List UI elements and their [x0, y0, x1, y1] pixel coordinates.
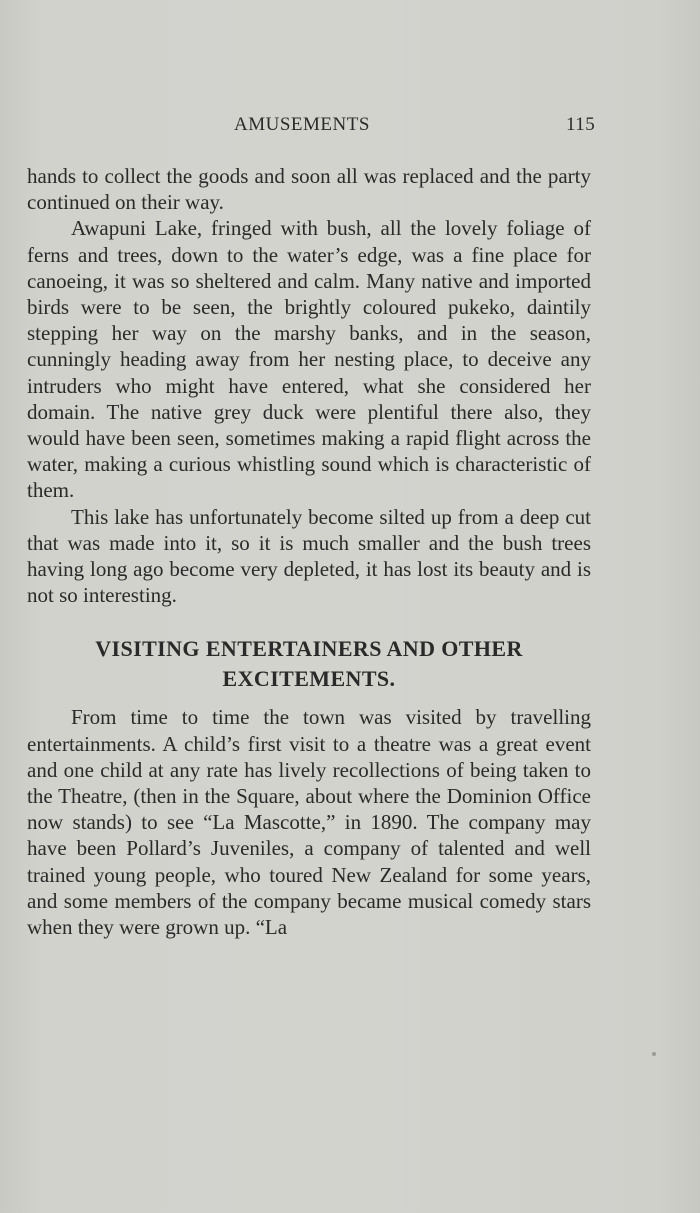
paper-speck: [652, 1052, 656, 1056]
section-heading: [27, 634, 591, 694]
section-heading-line-1: VISITING ENTERTAINERS AND OTHER: [95, 636, 523, 662]
section-heading-line-2: EXCITEMENTS.: [222, 666, 396, 692]
page-number: 115: [566, 114, 596, 135]
paragraph-awapuni-lake: Awapuni Lake, fringed with bush, all the lovely foliage of ferns and trees, down to the water’s edge, was a fine place for canoeing, it was so sheltered and calm. Many native and imported birds were to be seen, the brightly coloured pukeko, daintily stepping her way on the marshy banks, and in the season, cunningly heading away from her nesting place, to deceive any intruders who might have entered, what she considered her domain. The native grey duck were plentiful there also, they would have been seen, sometimes making a rapid flight across the water, making a curious whistling sound which is characteristic of them.: [27, 216, 591, 503]
running-title: AMUSEMENTS: [234, 114, 370, 135]
paragraph-lake-silted: This lake has unfortunately become silted up from a deep cut that was made into it, so it is much smaller and the bush trees having long ago become very depleted, it has lost its beauty and is not so interesting.: [27, 504, 591, 608]
running-head: [0, 110, 700, 138]
body-text: [27, 163, 591, 940]
paragraph-entertainments: From time to time the town was visited by travelling entertainments. A child’s first visit to a theatre was a great event and one child at any rate has lively recollections of being taken to the Theatre, (then in the Square, about where the Dominion Office now stands) to see “La Mascotte,” in 1890. The company may have been Pollard’s Juveniles, a company of talented and well trained young people, who toured New Zealand for some years, and some members of the company became musical comedy stars when they were grown up. “La: [27, 705, 591, 940]
paragraph-continued: hands to collect the goods and soon all was replaced and the party continued on their way.: [27, 164, 591, 215]
